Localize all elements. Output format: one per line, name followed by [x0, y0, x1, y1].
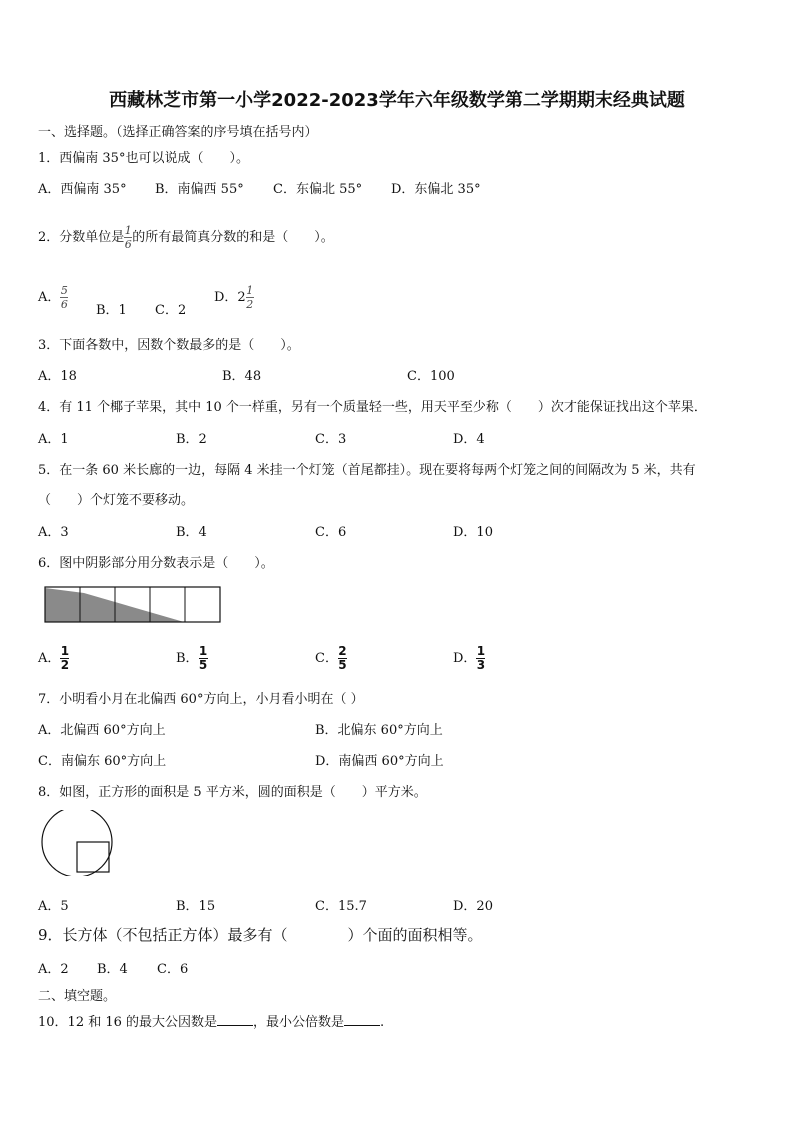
- q1-option-d: D．东偏北 35°: [391, 182, 481, 197]
- question-6: 6．图中阴影部分用分数表示是（ ）。: [38, 556, 274, 571]
- q1-option-b: B．南偏西 55°: [155, 182, 244, 197]
- q6-option-b-label: B．: [176, 651, 199, 666]
- question-9: 9．长方体（不包括正方体）最多有（ ）个面的面积相等。: [38, 926, 483, 944]
- q2-option-d-label: D．2: [214, 290, 246, 305]
- q2-option-a: [38, 284, 68, 311]
- q1-option-a: A．西偏南 35°: [38, 182, 127, 197]
- q4-option-a: A．1: [38, 432, 69, 447]
- q8-option-b: B．15: [176, 899, 216, 914]
- q9-option-b: B．4: [97, 962, 128, 977]
- q8-square: [77, 842, 109, 872]
- question-10: [38, 1011, 384, 1030]
- q10-blank-gcd[interactable]: [217, 1013, 253, 1026]
- q2-opt-d-num: 1: [246, 284, 254, 297]
- q7-option-b: B．北偏东 60°方向上: [315, 723, 443, 738]
- q7-option-a: A．北偏西 60°方向上: [38, 723, 166, 738]
- q2-option-a-fraction: [60, 284, 68, 311]
- q6-d-num: 1: [476, 644, 486, 658]
- q6-option-b: [176, 645, 208, 672]
- q6-b-den: 5: [198, 658, 208, 672]
- q5-option-b: B．4: [176, 525, 207, 540]
- q5-option-c: C．6: [315, 525, 347, 540]
- q2-opt-a-den: 6: [60, 298, 68, 311]
- q8-option-c: C．15.7: [315, 899, 367, 914]
- q2-opt-a-num: 5: [60, 284, 68, 297]
- q10-part-3: .: [380, 1015, 385, 1030]
- q2-prefix: 2．分数单位是: [38, 230, 125, 245]
- q5-option-d: D．10: [453, 525, 493, 540]
- q2-option-d-fraction: [246, 284, 254, 311]
- q9-option-c: C．6: [157, 962, 189, 977]
- q2-suffix: 的所有最简真分数的和是（ ）。: [132, 230, 334, 245]
- question-5-line-1: 5．在一条 60 米长廊的一边，每隔 4 米挂一个灯笼（首尾都挂）。现在要将每两个灯笼之间的间隔改为 5 米，共有: [38, 463, 696, 478]
- q3-option-c: C．100: [407, 369, 455, 384]
- q6-c-den: 5: [338, 658, 347, 672]
- question-8: 8．如图，正方形的面积是 5 平方米，圆的面积是（ ）平方米。: [38, 785, 427, 800]
- section-heading-fill-in: 二、填空题。: [38, 989, 117, 1004]
- q6-option-b-fraction: [199, 645, 208, 672]
- q2-option-a-label: A．: [38, 290, 61, 305]
- q6-option-c: [315, 645, 347, 672]
- q6-a-num: 1: [60, 644, 70, 658]
- q6-option-d-fraction: [476, 645, 485, 672]
- q2-option-d: [214, 284, 254, 311]
- q6-option-a-label: A．: [38, 651, 61, 666]
- q8-option-a: A．5: [38, 899, 69, 914]
- q6-b-num: 1: [198, 644, 208, 658]
- q1-option-c: C．东偏北 55°: [273, 182, 363, 197]
- q2-option-c: C．2: [155, 303, 187, 318]
- q3-option-a: A．18: [38, 369, 77, 384]
- section-heading-choice: 一、选择题。（选择正确答案的序号填在括号内）: [38, 125, 318, 140]
- question-3: 3．下面各数中，因数个数最多的是（ ）。: [38, 338, 300, 353]
- question-7: 7．小明看小月在北偏西 60°方向上，小月看小明在（ ）: [38, 692, 364, 707]
- q10-part-2: ，最小公倍数是: [253, 1015, 345, 1030]
- question-4: 4．有 11 个椰子苹果，其中 10 个一样重，另有一个质量轻一些，用天平至少称（ ）次才能保证找出这个苹果．: [38, 400, 707, 415]
- q7-option-c: C．南偏东 60°方向上: [38, 754, 167, 769]
- q6-option-d-label: D．: [453, 651, 477, 666]
- q6-option-d: [453, 645, 485, 672]
- q4-option-c: C．3: [315, 432, 347, 447]
- page-title: 西藏林芝市第一小学2022-2023学年六年级数学第二学期期末经典试题: [109, 90, 685, 111]
- q2-frac-den: 6: [124, 238, 132, 251]
- q8-circle-square-figure: [40, 810, 116, 876]
- q6-option-a-fraction: [60, 645, 69, 672]
- question-1: 1．西偏南 35°也可以说成（ ）。: [38, 151, 249, 166]
- q4-option-d: D．4: [453, 432, 485, 447]
- q8-option-d: D．20: [453, 899, 493, 914]
- q6-option-c-fraction: [338, 645, 347, 672]
- q3-option-b: B．48: [222, 369, 262, 384]
- q2-opt-d-den: 2: [246, 298, 254, 311]
- q4-option-b: B．2: [176, 432, 207, 447]
- q2-frac-num: 1: [124, 224, 132, 237]
- q10-blank-lcm[interactable]: [344, 1013, 380, 1026]
- q6-c-num: 2: [338, 644, 347, 658]
- q10-part-1: 10．12 和 16 的最大公因数是: [38, 1015, 218, 1030]
- q6-shaded-rectangle-figure: [44, 586, 224, 624]
- q6-d-den: 3: [476, 658, 486, 672]
- q5-option-a: A．3: [38, 525, 69, 540]
- question-2: [38, 224, 334, 251]
- q7-option-d: D．南偏西 60°方向上: [315, 754, 444, 769]
- q6-option-a: [38, 645, 69, 672]
- q9-option-a: A．2: [38, 962, 69, 977]
- q2-option-b: B．1: [96, 303, 127, 318]
- q6-option-c-label: C．: [315, 651, 338, 666]
- q6-a-den: 2: [60, 658, 70, 672]
- question-5-line-2: （ ）个灯笼不要移动。: [38, 493, 195, 508]
